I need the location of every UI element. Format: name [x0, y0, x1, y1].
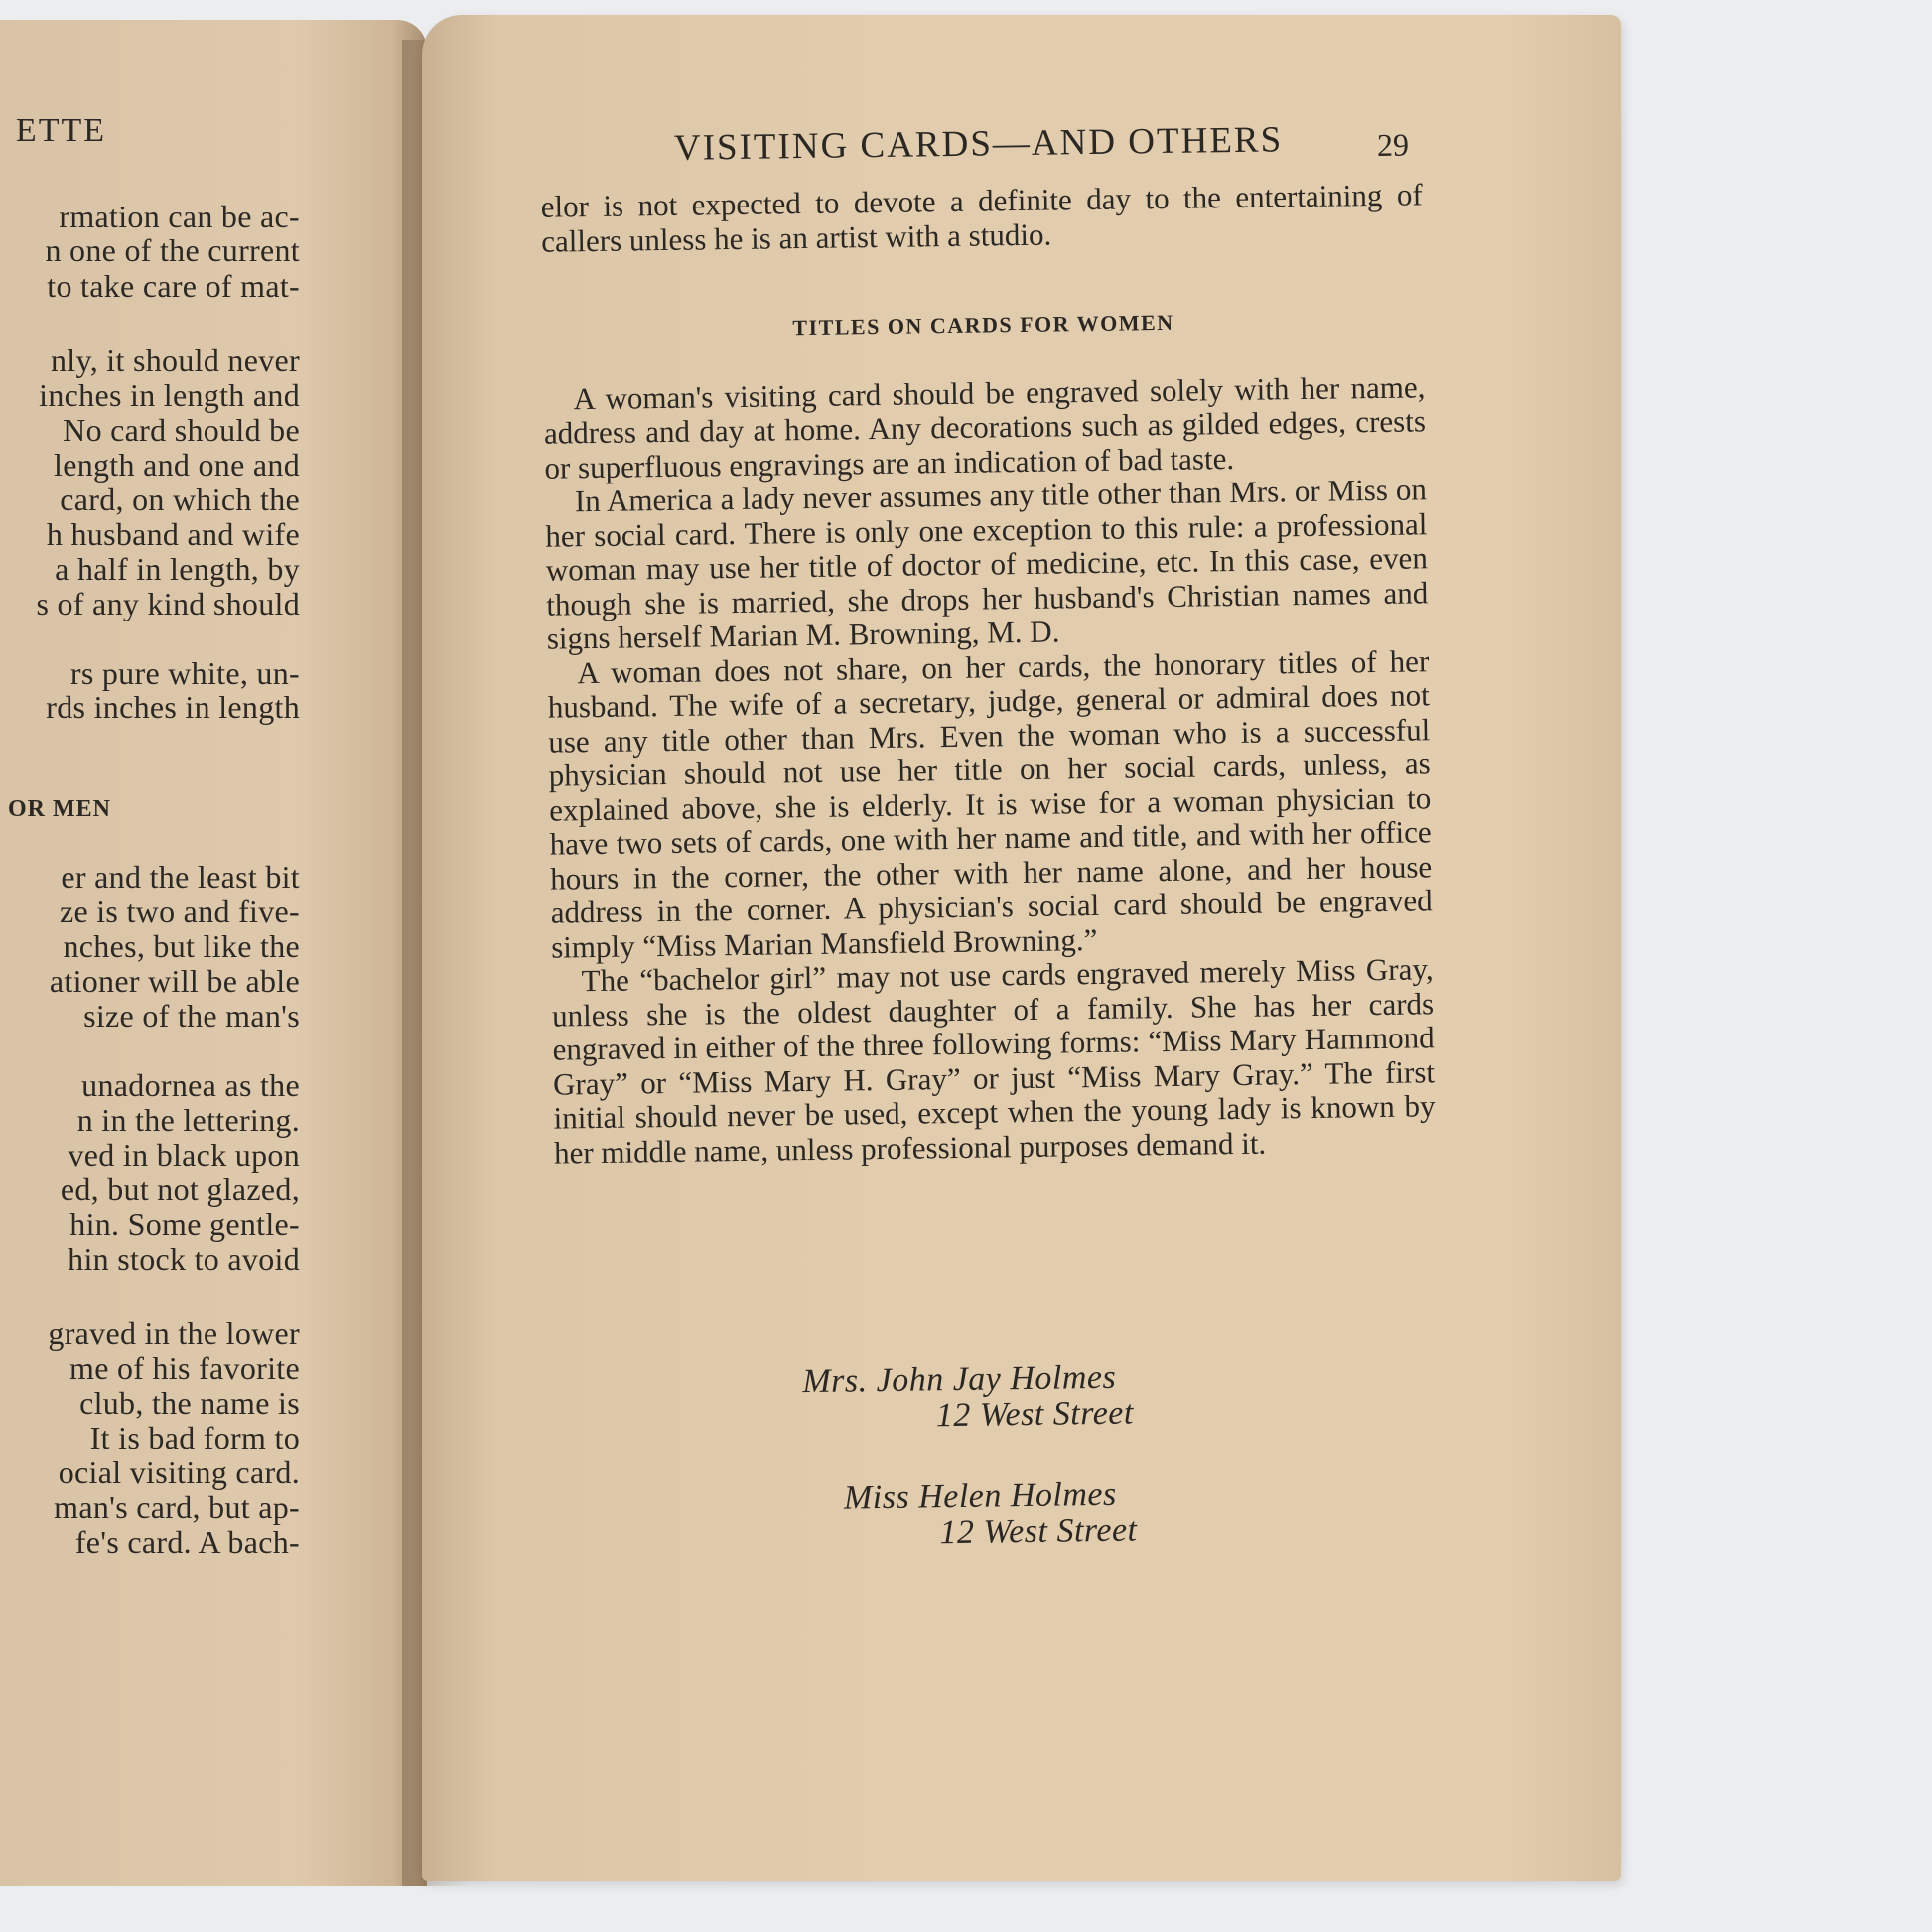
left-text-line: man's card, but ap- [54, 1489, 300, 1525]
paragraph-list [543, 370, 1436, 1171]
left-text-line: rds inches in length [46, 689, 300, 725]
body-paragraph: A woman does not share, on her cards, the honorary titles of her husband. The wife of a secretary, judge, general or admiral does not use any title other than Mrs. Even the woman who is a successful physician should not use her title on her social cards, unless, as explained above, she is elderly. It is wise for a woman physician to have two sets of cards, one with her name and title, and with her office hours in the corner, the other with her name alone, and her house address in the corner. A physician's social card should be engraved simply “Miss Marian Mansfield Browning.” [547, 642, 1433, 965]
left-text-line: ationer will be able [49, 963, 300, 999]
running-head: VISITING CARDS—AND OTHERS [673, 119, 1284, 169]
left-text-line: card, on which the [60, 482, 300, 517]
left-text-line: size of the man's [83, 998, 300, 1034]
card-example-address: 12 West Street [939, 1511, 1138, 1552]
left-text-line: n in the lettering. [76, 1102, 300, 1138]
left-text-line: length and one and [54, 447, 300, 483]
left-text-line: h husband and wife [46, 516, 300, 552]
left-text-line: unadornea as the [81, 1067, 300, 1103]
left-text-line: No card should be [63, 412, 300, 448]
section-title: TITLES ON CARDS FOR WOMEN [792, 309, 1174, 341]
left-text-line: er and the least bit [61, 859, 300, 895]
left-text-line: rmation can be ac- [59, 199, 300, 234]
left-text-line: ved in black upon [68, 1137, 300, 1173]
left-text-line: n one of the current [45, 232, 300, 268]
left-text-line: ed, but not glazed, [60, 1172, 300, 1207]
carryover-paragraph: elor is not expected to devote a definite day to the entertaining of callers unless he is an artist with a studio. [540, 177, 1423, 259]
card-example-name: Mrs. John Jay Holmes [802, 1358, 1117, 1401]
left-subheading: OR MEN [8, 796, 111, 822]
left-page [0, 20, 427, 1886]
left-text-line: to take care of mat- [47, 268, 300, 304]
left-text-line: fe's card. A bach- [74, 1524, 300, 1560]
left-text-line: ze is two and five- [59, 894, 300, 929]
left-text-line: graved in the lower [48, 1315, 300, 1351]
body-paragraph: A woman's visiting card should be engraved solely with her name, address and day at home. Any decorations such as gilded edges, crests or superfluous engravings are an indication of bad taste. [543, 368, 1427, 485]
left-text-line: nly, it should never [51, 343, 300, 378]
left-text-line: me of his favorite [69, 1350, 300, 1386]
left-text-line: rs pure white, un- [69, 655, 300, 691]
card-example-address: 12 West Street [935, 1394, 1135, 1435]
left-text-line: It is bad form to [89, 1420, 300, 1455]
left-text-line: club, the name is [79, 1385, 300, 1421]
body-paragraph: In America a lady never assumes any title other than Mrs. or Miss on her social card. There is only one exception to this rule: a professional woman may use her title of doctor of medicine, etc. In this case, even though she is married, she drops her husband's Christian names and signs herself Marian M. Browning, M. D. [545, 472, 1429, 656]
left-running-head: ETTE [15, 112, 106, 149]
card-examples [433, 1351, 1632, 1552]
left-text-line: inches in length and [39, 377, 300, 413]
left-text-line: nches, but like the [63, 928, 300, 964]
left-text-line: ocial visiting card. [58, 1454, 300, 1490]
body-text [541, 178, 1437, 1170]
left-text-line: hin stock to avoid [68, 1241, 300, 1277]
left-text-line: s of any kind should [36, 586, 300, 621]
left-text-line: a half in length, by [55, 551, 300, 587]
page-number: 29 [1376, 126, 1410, 163]
card-example-name: Miss Helen Holmes [843, 1475, 1117, 1517]
left-text-line: hin. Some gentle- [69, 1206, 300, 1242]
body-paragraph: The “bachelor girl” may not use cards engraved merely Miss Gray, unless she is the oldest daughter of a family. She has her cards engraved in either of the three following forms: “Miss Mary Hammond Gray” or “Miss Mary H. Gray” or just “Miss Mary Gray.” The first initial should never be used, except when the young lady is known by her middle name, unless professional purposes demand it. [551, 951, 1436, 1171]
right-page [422, 15, 1621, 1881]
